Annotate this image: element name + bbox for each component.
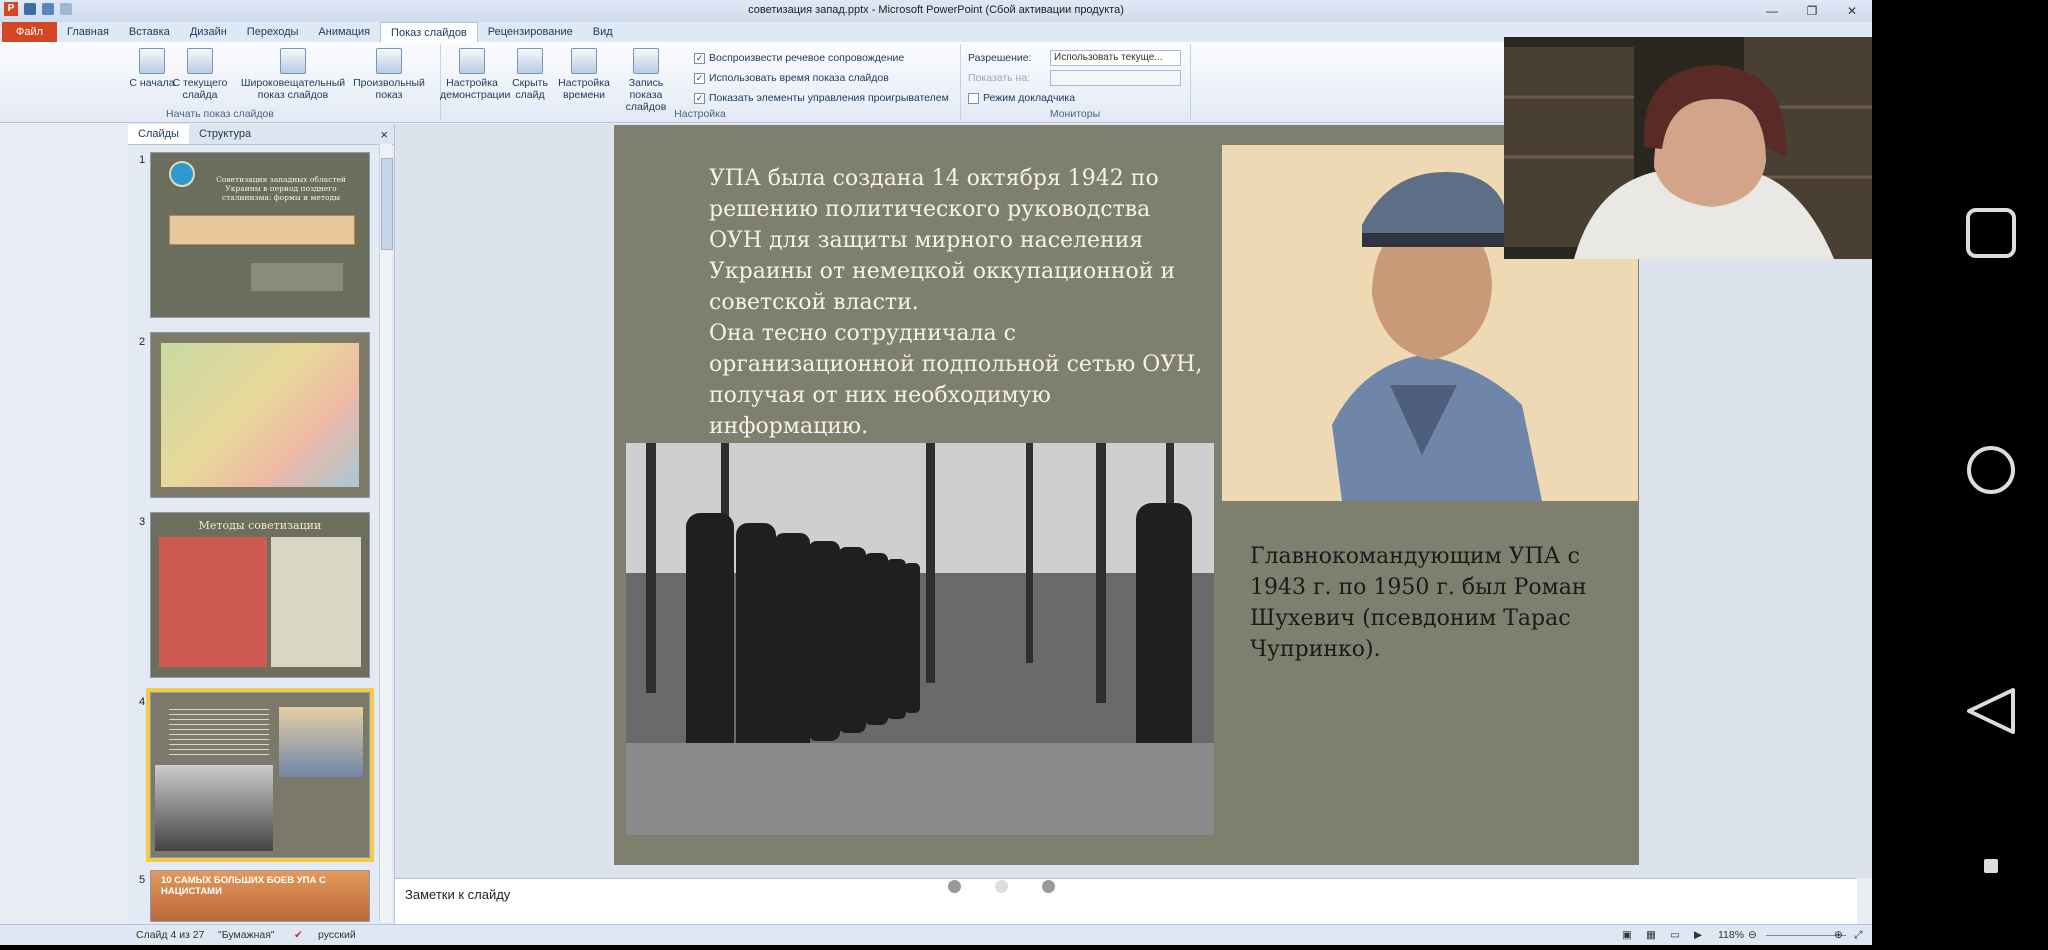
slide-thumbnail-4[interactable]	[150, 692, 370, 858]
slide-main-text[interactable]	[709, 163, 1209, 442]
soldiers-photo[interactable]	[626, 443, 1214, 835]
slide-thumbnail-5[interactable]	[150, 870, 370, 922]
panel-close-icon[interactable]: ×	[380, 127, 388, 142]
slides-panel	[128, 124, 395, 924]
slide-thumbnail-2[interactable]	[150, 332, 370, 498]
group-label-setup: Настройка	[674, 108, 726, 120]
normal-view-icon[interactable]: ▣	[1622, 929, 1632, 941]
fit-to-window-icon[interactable]: ⤢	[1854, 929, 1863, 941]
tab-slideshow[interactable]: Показ слайдов	[380, 22, 478, 43]
tab-view[interactable]: Вид	[592, 26, 613, 38]
close-icon[interactable]: ✕	[1846, 4, 1858, 18]
dot-indicator	[995, 880, 1008, 893]
slide-number: 2	[138, 336, 146, 348]
thumb1-title: Советизация западных областей Украины в период позднего сталинизма: формы и методы	[216, 175, 346, 202]
theme-name: "Бумажная"	[218, 929, 275, 941]
emblem-icon	[169, 161, 195, 187]
slide-counter: Слайд 4 из 27	[136, 929, 205, 941]
reading-view-icon[interactable]: ▭	[1670, 929, 1680, 941]
zoom-in-icon[interactable]: ⊕	[1834, 929, 1843, 941]
show-media-controls-check[interactable]: ✓ Показать элементы управления проигрывателем	[695, 92, 949, 104]
slide-thumbnail-1[interactable]	[150, 152, 370, 318]
maximize-icon[interactable]: ❐	[1806, 4, 1818, 18]
home-icon[interactable]	[1969, 448, 2013, 492]
hide-slide-button[interactable]: Скрыть слайд	[508, 48, 552, 101]
tab-design[interactable]: Дизайн	[189, 26, 227, 38]
group-monitors	[960, 44, 1191, 120]
resolution-label: Разрешение:	[968, 52, 1032, 64]
record-icon	[633, 48, 659, 74]
broadcast-icon	[280, 48, 306, 74]
tab-review[interactable]: Рецензирование	[487, 26, 573, 38]
group-start-slideshow	[0, 44, 441, 120]
nav-bar-graphic	[1872, 0, 2048, 945]
from-current-button[interactable]: С текущего слайда	[170, 48, 230, 101]
recent-apps-icon[interactable]	[1968, 210, 2014, 256]
group-label-start: Начать показ слайдов	[166, 108, 274, 120]
play-from-start-icon	[139, 48, 165, 74]
slide-main-text-content: УПА была создана 14 октября 1942 по решению политического руководства ОУН для защиты мирного населения Украины от немецкой оккупационной и советской власти. Она тесно сотрудничала с организационной подпольной сетью ОУН, получая от них необходимую информацию.	[709, 166, 1203, 439]
tab-slides[interactable]: Слайды	[128, 124, 189, 144]
use-timings-check[interactable]: ✓ Использовать время показа слайдов	[695, 72, 889, 84]
group-setup	[440, 44, 961, 120]
custom-show-icon	[376, 48, 402, 74]
window-title: советизация запад.pptx - Microsoft PowerPoint (Сбой активации продукта)	[748, 4, 1124, 16]
slide-canvas[interactable]	[614, 125, 1639, 865]
webcam-graphic	[1504, 37, 1872, 259]
slide-number: 5	[138, 874, 146, 886]
slide-caption-content: Главнокомандующим УПА с 1943 г. по 1950 г. был Роман Шухевич (псевдоним Тарас Чупринко).	[1250, 544, 1587, 662]
language[interactable]: русский	[318, 929, 356, 941]
notes-placeholder: Заметки к слайду	[405, 887, 511, 902]
thumb3-grey-box	[271, 537, 361, 667]
android-nav-bar	[1872, 0, 2048, 945]
hide-slide-icon	[517, 48, 543, 74]
show-on-select[interactable]	[1050, 70, 1181, 86]
tab-home[interactable]: Главная	[67, 26, 109, 38]
status-bar	[0, 924, 1872, 945]
notes-pane[interactable]	[395, 878, 1857, 925]
custom-show-button[interactable]: Произвольный показ	[350, 48, 428, 101]
webcam-overlay	[1504, 37, 1872, 259]
tab-insert[interactable]: Вставка	[128, 26, 170, 38]
powerpoint-logo-icon: P	[4, 2, 18, 16]
broadcast-button[interactable]: Широковещательный показ слайдов	[238, 48, 348, 101]
slide-number: 1	[138, 154, 146, 166]
thumb1-notes	[251, 263, 343, 291]
checkbox-checked-icon: ✓	[695, 52, 704, 63]
soldiers-photo-graphic	[626, 443, 1214, 835]
checkbox-icon	[968, 93, 979, 104]
slide-number: 3	[138, 516, 146, 528]
slide-caption[interactable]	[1250, 541, 1590, 665]
show-on-label: Показать на:	[968, 72, 1031, 84]
dot-indicator	[1042, 880, 1055, 893]
slides-scrollbar[interactable]	[379, 144, 392, 922]
play-narrations-check[interactable]: ✓ Воспроизвести речевое сопровождение	[695, 52, 905, 64]
minimize-icon[interactable]: —	[1766, 4, 1778, 18]
zoom-out-icon[interactable]: ⊖	[1748, 929, 1757, 941]
from-beginning-button[interactable]: С начала	[128, 48, 176, 89]
spellcheck-icon[interactable]: ✔	[294, 929, 303, 941]
back-icon[interactable]	[1969, 690, 2013, 732]
slide-number: 4	[138, 696, 146, 708]
stop-icon[interactable]	[1984, 859, 1998, 873]
thumb1-box	[169, 215, 355, 245]
dot-indicator	[948, 880, 961, 893]
checkbox-checked-icon: ✓	[695, 92, 704, 103]
tab-file[interactable]: Файл	[2, 22, 57, 42]
title-bar	[0, 0, 1872, 22]
thumb3-red-box	[159, 537, 267, 667]
setup-show-icon	[459, 48, 485, 74]
thumb3-title: Методы советизации	[198, 519, 322, 532]
resolution-select[interactable]: Использовать текуще...	[1050, 50, 1181, 66]
play-current-icon	[187, 48, 213, 74]
slideshow-view-icon[interactable]: ▶	[1694, 929, 1703, 941]
timer-icon	[571, 48, 597, 74]
sorter-view-icon[interactable]: ▦	[1646, 929, 1656, 941]
group-label-monitors: Мониторы	[1049, 108, 1101, 120]
record-slideshow-button[interactable]: Запись показа слайдов	[614, 48, 678, 113]
tab-transitions[interactable]: Переходы	[246, 26, 299, 38]
scrollbar-thumb[interactable]	[381, 158, 393, 250]
rehearse-timings-button[interactable]: Настройка времени	[556, 48, 612, 101]
tab-outline[interactable]: Структура	[198, 128, 252, 140]
presenter-view-check[interactable]: Режим докладчика	[968, 92, 1075, 104]
zoom-level[interactable]: 118%	[1718, 929, 1745, 941]
tab-animations[interactable]: Анимация	[318, 26, 371, 38]
thumb4-portrait	[279, 707, 363, 777]
thumb4-photo	[155, 765, 273, 851]
carousel-dots	[948, 880, 1055, 893]
slide-thumbnail-3[interactable]	[150, 512, 370, 678]
thumb5-title: 10 САМЫХ БОЛЬШИХ БОЕВ УПА С НАЦИСТАМИ	[161, 875, 326, 897]
thumb4-text-lines	[169, 705, 269, 757]
map-image	[161, 343, 359, 487]
checkbox-checked-icon: ✓	[695, 72, 704, 83]
setup-show-button[interactable]: Настройка демонстрации	[440, 48, 504, 101]
